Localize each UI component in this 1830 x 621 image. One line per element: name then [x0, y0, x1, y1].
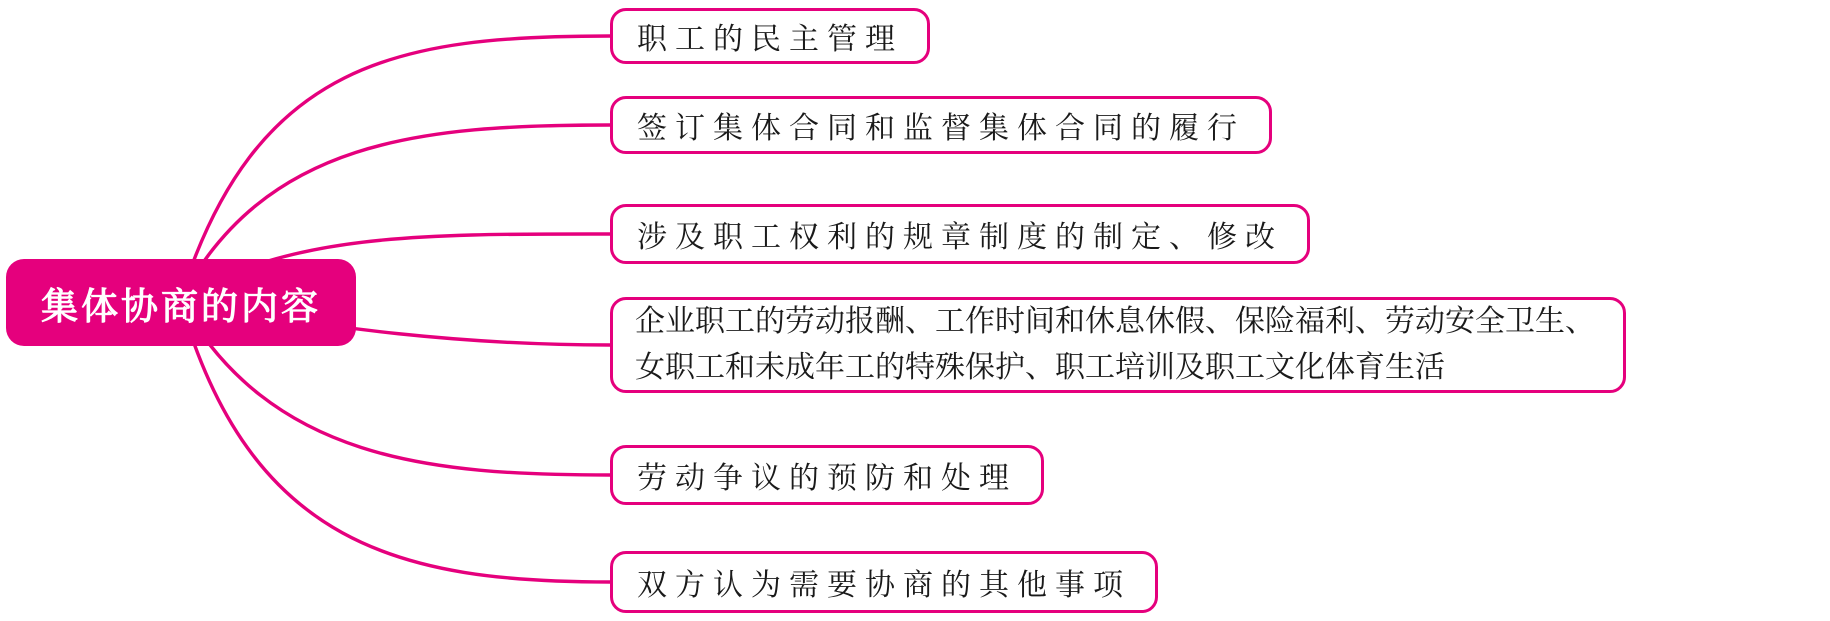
root-node-label: 集体协商的内容	[41, 285, 321, 327]
branch-label: 劳动争议的预防和处理	[637, 462, 1017, 495]
branch-label: 签订集体合同和监督集体合同的履行	[637, 112, 1245, 145]
branch-label: 双方认为需要协商的其他事项	[637, 569, 1131, 602]
branch-node-labor-conditions	[610, 297, 1626, 393]
root-node	[6, 259, 356, 346]
branch-node-other-matters	[610, 551, 1158, 613]
branch-node-democratic-management	[610, 8, 930, 64]
branch-node-dispute-handling	[610, 445, 1044, 505]
branch-label: 企业职工的劳动报酬、工作时间和休息休假、保险福利、劳动安全卫生、女职工和未成年工的特殊保护、职工培训及职工文化体育生活	[635, 305, 1595, 384]
branch-node-collective-contract	[610, 96, 1272, 154]
branch-label: 职工的民主管理	[637, 23, 903, 56]
branch-label: 涉及职工权利的规章制度的制定、修改	[637, 221, 1283, 254]
branch-node-rules-revision	[610, 204, 1310, 264]
